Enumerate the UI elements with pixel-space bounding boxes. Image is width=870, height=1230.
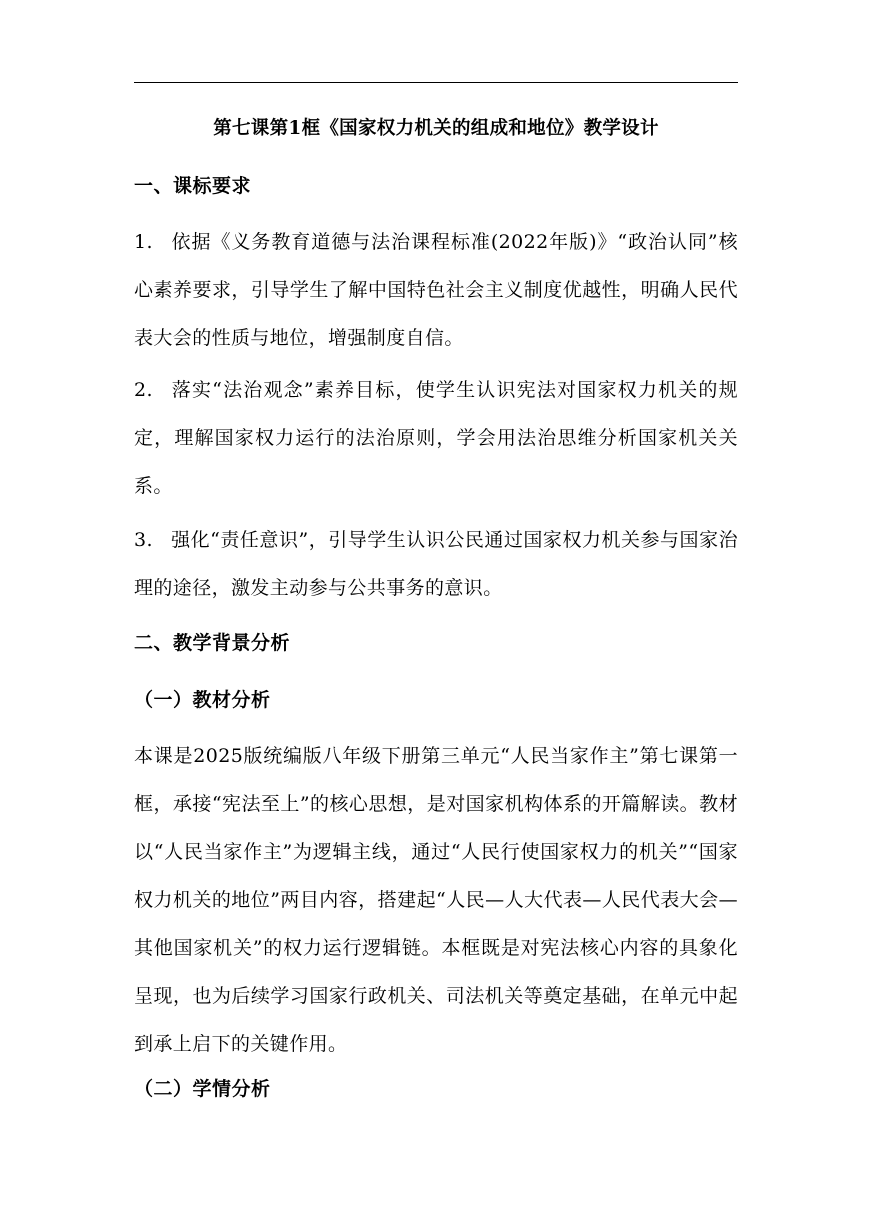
item-number: 1.: [134, 231, 153, 253]
standards-item-3: [134, 516, 738, 612]
document-title: 第七课第1框《国家权力机关的组成和地位》教学设计: [213, 118, 659, 139]
standards-item-2: [134, 366, 738, 510]
item-number: 2.: [134, 379, 153, 401]
section-heading-standards: 一、课标要求: [134, 175, 252, 197]
textbook-analysis-paragraph: 本课是2025版统编版八年级下册第三单元“人民当家作主”第七课第一框，承接“宪法至上”的核心思想，是对国家机构体系的开篇解读。教材以“人民当家作主”为逻辑主线，通过“人民行使国家权力的机关”“国家权力机关的地位”两目内容，搭建起“人民—人大代表—人民代表大会—其他国家机关”的权力运行逻辑链。本框既是对宪法核心内容的具象化呈现，也为后续学习国家行政机关、司法机关等奠定基础，在单元中起到承上启下的关键作用。: [134, 745, 738, 1055]
standards-item-1: [134, 218, 738, 362]
item-number: 3.: [134, 529, 153, 551]
header-rule: [134, 82, 738, 83]
subsection-heading-textbook: （一）教材分析: [134, 689, 271, 711]
subsection-heading-students: （二）学情分析: [134, 1078, 271, 1100]
section-heading-background: 二、教学背景分析: [134, 632, 291, 654]
item-text: 强化“责任意识”，引导学生认识公民通过国家权力机关参与国家治理的途径，激发主动参与公共事务的意识。: [134, 529, 738, 599]
item-text: 落实“法治观念”素养目标，使学生认识宪法对国家权力机关的规定，理解国家权力运行的法治原则，学会用法治思维分析国家机关关系。: [134, 379, 738, 497]
item-text: 依据《义务教育道德与法治课程标准(2022年版)》“政治认同”核心素养要求，引导学生了解中国特色社会主义制度优越性，明确人民代表大会的性质与地位，增强制度自信。: [134, 231, 738, 349]
